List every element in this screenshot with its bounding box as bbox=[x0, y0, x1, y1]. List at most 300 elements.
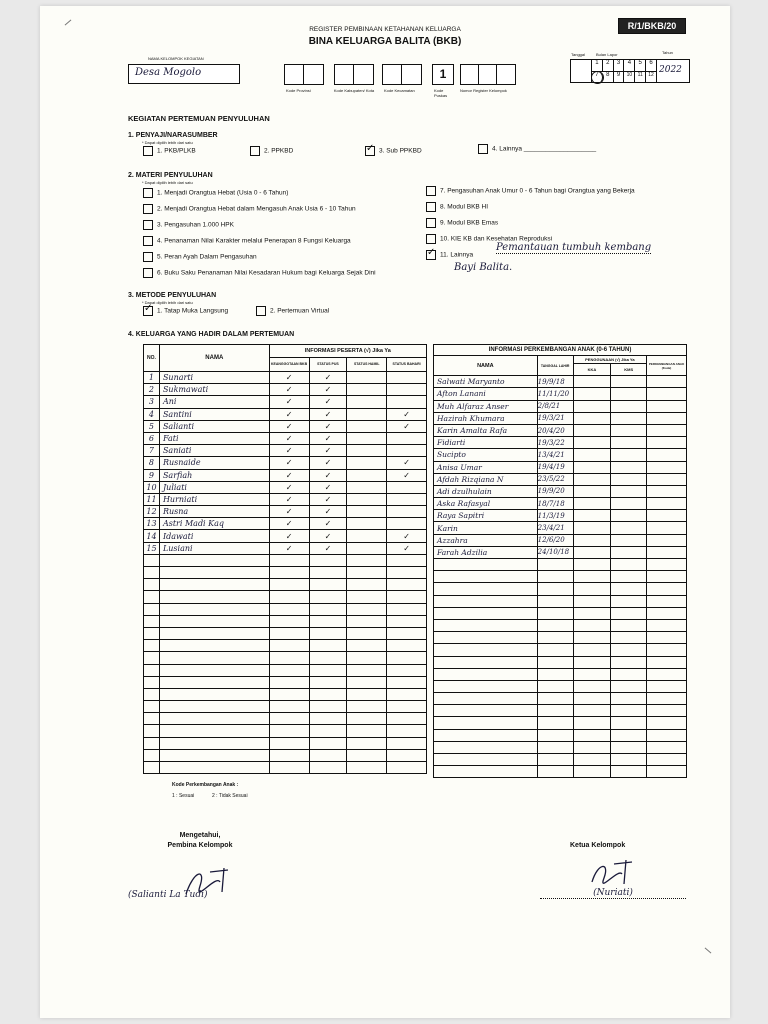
participant-check-cell[interactable] bbox=[387, 762, 427, 774]
child-dev-code-cell[interactable] bbox=[647, 583, 687, 595]
participant-check-cell[interactable] bbox=[387, 737, 427, 749]
checkbox[interactable] bbox=[426, 202, 436, 212]
child-kka-cell[interactable] bbox=[573, 693, 611, 705]
participant-no[interactable]: 14 bbox=[144, 530, 160, 542]
participant-no[interactable] bbox=[144, 664, 160, 676]
participant-check-cell[interactable]: ✓ bbox=[309, 445, 347, 457]
participant-check-cell[interactable] bbox=[347, 664, 387, 676]
child-dob[interactable]: 19/9/18 bbox=[537, 376, 573, 388]
participant-no[interactable] bbox=[144, 627, 160, 639]
child-dob[interactable]: 23/4/21 bbox=[537, 522, 573, 534]
material-option-3[interactable]: 3. Pengasuhan 1.000 HPK bbox=[143, 220, 234, 230]
child-dob[interactable] bbox=[537, 632, 573, 644]
participant-check-cell[interactable] bbox=[387, 396, 427, 408]
participant-check-cell[interactable]: ✓ bbox=[269, 432, 309, 444]
material-option-9[interactable]: 9. Modul BKB Emas bbox=[426, 218, 498, 228]
participant-no[interactable] bbox=[144, 652, 160, 664]
child-dev-code-cell[interactable] bbox=[647, 388, 687, 400]
child-dev-code-cell[interactable] bbox=[647, 680, 687, 692]
participant-no[interactable]: 13 bbox=[144, 518, 160, 530]
child-kms-cell[interactable] bbox=[611, 461, 647, 473]
material-option-10[interactable]: 10. KIE KB dan Kesehatan Reproduksi bbox=[426, 234, 552, 244]
participant-name[interactable]: Saniati bbox=[159, 445, 269, 457]
participant-check-cell[interactable] bbox=[387, 567, 427, 579]
child-dev-code-cell[interactable] bbox=[647, 717, 687, 729]
child-kms-cell[interactable] bbox=[611, 412, 647, 424]
participant-name[interactable] bbox=[159, 640, 269, 652]
child-kka-cell[interactable] bbox=[573, 376, 611, 388]
child-kka-cell[interactable] bbox=[573, 473, 611, 485]
child-name[interactable] bbox=[434, 583, 538, 595]
participant-check-cell[interactable] bbox=[387, 652, 427, 664]
child-kms-cell[interactable] bbox=[611, 754, 647, 766]
child-name[interactable] bbox=[434, 644, 538, 656]
child-kka-cell[interactable] bbox=[573, 741, 611, 753]
child-kka-cell[interactable] bbox=[573, 766, 611, 778]
participant-check-cell[interactable]: ✓ bbox=[269, 420, 309, 432]
participant-check-cell[interactable]: ✓ bbox=[269, 372, 309, 384]
child-kms-cell[interactable] bbox=[611, 510, 647, 522]
child-kms-cell[interactable] bbox=[611, 546, 647, 558]
participant-no[interactable]: 2 bbox=[144, 384, 160, 396]
child-kka-cell[interactable] bbox=[573, 522, 611, 534]
participant-name[interactable] bbox=[159, 725, 269, 737]
option-ppkbd[interactable]: 2. PPKBD bbox=[250, 146, 293, 156]
child-dev-code-cell[interactable] bbox=[647, 510, 687, 522]
participant-check-cell[interactable] bbox=[387, 640, 427, 652]
participant-name[interactable]: Sukmawati bbox=[159, 384, 269, 396]
child-dob[interactable] bbox=[537, 741, 573, 753]
material-option-4[interactable]: 4. Penanaman Nilai Karakter melalui Penerapan 8 Fungsi Keluarga bbox=[143, 236, 351, 246]
child-dob[interactable] bbox=[537, 656, 573, 668]
participant-check-cell[interactable]: ✓ bbox=[309, 372, 347, 384]
checkbox[interactable] bbox=[143, 204, 153, 214]
participant-check-cell[interactable] bbox=[387, 493, 427, 505]
option-sub-ppkbd[interactable]: ✓ 3. Sub PPKBD bbox=[365, 146, 422, 156]
participant-check-cell[interactable]: ✓ bbox=[269, 506, 309, 518]
month-cell[interactable]: 4 bbox=[624, 60, 635, 71]
participant-check-cell[interactable]: ✓ bbox=[387, 457, 427, 469]
participant-check-cell[interactable]: ✓ bbox=[309, 481, 347, 493]
method-virtual[interactable]: 2. Pertemuan Virtual bbox=[256, 306, 329, 316]
child-dev-code-cell[interactable] bbox=[647, 559, 687, 571]
participant-check-cell[interactable] bbox=[347, 542, 387, 554]
participant-name[interactable]: Sunarti bbox=[159, 372, 269, 384]
participant-check-cell[interactable] bbox=[309, 603, 347, 615]
material-option-7[interactable]: 7. Pengasuhan Anak Umur 0 - 6 Tahun bagi Orangtua yang Bekerja bbox=[426, 186, 635, 196]
material-option-1[interactable]: 1. Menjadi Orangtua Hebat (Usia 0 - 6 Tahun) bbox=[143, 188, 288, 198]
participant-check-cell[interactable] bbox=[309, 652, 347, 664]
participant-no[interactable] bbox=[144, 567, 160, 579]
child-kms-cell[interactable] bbox=[611, 668, 647, 680]
participant-check-cell[interactable]: ✓ bbox=[269, 542, 309, 554]
participant-check-cell[interactable] bbox=[347, 420, 387, 432]
participant-check-cell[interactable] bbox=[269, 627, 309, 639]
participant-name[interactable]: Rusna bbox=[159, 506, 269, 518]
participant-name[interactable] bbox=[159, 749, 269, 761]
participant-check-cell[interactable] bbox=[387, 615, 427, 627]
child-dob[interactable]: 19/3/21 bbox=[537, 412, 573, 424]
participant-check-cell[interactable] bbox=[309, 627, 347, 639]
participant-check-cell[interactable] bbox=[309, 664, 347, 676]
child-dev-code-cell[interactable] bbox=[647, 644, 687, 656]
participant-check-cell[interactable] bbox=[269, 676, 309, 688]
participant-check-cell[interactable] bbox=[347, 457, 387, 469]
child-kms-cell[interactable] bbox=[611, 656, 647, 668]
child-dev-code-cell[interactable] bbox=[647, 693, 687, 705]
child-name[interactable] bbox=[434, 656, 538, 668]
child-kms-cell[interactable] bbox=[611, 571, 647, 583]
participant-no[interactable] bbox=[144, 615, 160, 627]
child-name[interactable]: Raya Sapitri bbox=[434, 510, 538, 522]
checkbox[interactable] bbox=[426, 218, 436, 228]
child-name[interactable] bbox=[434, 705, 538, 717]
participant-no[interactable] bbox=[144, 603, 160, 615]
checkbox[interactable] bbox=[143, 188, 153, 198]
participant-check-cell[interactable] bbox=[387, 591, 427, 603]
option-other-presenter[interactable]: 4. Lainnya ____________________ bbox=[478, 144, 596, 154]
participant-check-cell[interactable] bbox=[387, 506, 427, 518]
participant-check-cell[interactable] bbox=[309, 676, 347, 688]
checkbox[interactable] bbox=[143, 252, 153, 262]
participant-check-cell[interactable]: ✓ bbox=[309, 384, 347, 396]
participant-name[interactable]: Santini bbox=[159, 408, 269, 420]
participant-name[interactable]: Sarfiah bbox=[159, 469, 269, 481]
child-name[interactable] bbox=[434, 619, 538, 631]
child-name[interactable]: Afton Lanani bbox=[434, 388, 538, 400]
child-dob[interactable]: 11/3/19 bbox=[537, 510, 573, 522]
method-face-to-face[interactable]: ✓1. Tatap Muka Langsung bbox=[143, 306, 228, 316]
child-name[interactable]: Muh Alfaraz Anser bbox=[434, 400, 538, 412]
participant-check-cell[interactable] bbox=[387, 554, 427, 566]
child-dob[interactable] bbox=[537, 729, 573, 741]
child-kms-cell[interactable] bbox=[611, 534, 647, 546]
month-cell[interactable]: 6 bbox=[649, 60, 653, 66]
participant-no[interactable]: 9 bbox=[144, 469, 160, 481]
participant-name[interactable] bbox=[159, 567, 269, 579]
child-dev-code-cell[interactable] bbox=[647, 632, 687, 644]
participant-name[interactable]: Lusiani bbox=[159, 542, 269, 554]
child-dev-code-cell[interactable] bbox=[647, 522, 687, 534]
child-dob[interactable]: 19/4/19 bbox=[537, 461, 573, 473]
child-kka-cell[interactable] bbox=[573, 619, 611, 631]
participant-no[interactable] bbox=[144, 725, 160, 737]
child-kka-cell[interactable] bbox=[573, 680, 611, 692]
child-dob[interactable]: 11/11/20 bbox=[537, 388, 573, 400]
participant-check-cell[interactable] bbox=[387, 664, 427, 676]
checkbox[interactable] bbox=[143, 220, 153, 230]
checkbox[interactable] bbox=[426, 186, 436, 196]
child-dev-code-cell[interactable] bbox=[647, 656, 687, 668]
participant-check-cell[interactable] bbox=[269, 554, 309, 566]
child-kka-cell[interactable] bbox=[573, 644, 611, 656]
child-dev-code-cell[interactable] bbox=[647, 485, 687, 497]
child-name[interactable]: Hazirah Khumara bbox=[434, 412, 538, 424]
month-cell[interactable]: 9 bbox=[614, 72, 625, 83]
participant-check-cell[interactable]: ✓ bbox=[269, 469, 309, 481]
participant-no[interactable]: 8 bbox=[144, 457, 160, 469]
child-kms-cell[interactable] bbox=[611, 437, 647, 449]
child-dev-code-cell[interactable] bbox=[647, 668, 687, 680]
participant-check-cell[interactable] bbox=[347, 372, 387, 384]
child-kka-cell[interactable] bbox=[573, 717, 611, 729]
child-kms-cell[interactable] bbox=[611, 376, 647, 388]
participant-no[interactable] bbox=[144, 701, 160, 713]
child-kka-cell[interactable] bbox=[573, 559, 611, 571]
child-dev-code-cell[interactable] bbox=[647, 619, 687, 631]
participant-no[interactable] bbox=[144, 737, 160, 749]
participant-check-cell[interactable]: ✓ bbox=[269, 530, 309, 542]
participant-name[interactable] bbox=[159, 737, 269, 749]
participant-check-cell[interactable]: ✓ bbox=[309, 469, 347, 481]
child-dev-code-cell[interactable] bbox=[647, 498, 687, 510]
child-kms-cell[interactable] bbox=[611, 644, 647, 656]
participant-check-cell[interactable] bbox=[347, 640, 387, 652]
child-kms-cell[interactable] bbox=[611, 424, 647, 436]
child-dev-code-cell[interactable] bbox=[647, 546, 687, 558]
child-kms-cell[interactable] bbox=[611, 595, 647, 607]
participant-name[interactable] bbox=[159, 554, 269, 566]
child-dev-code-cell[interactable] bbox=[647, 449, 687, 461]
participant-check-cell[interactable]: ✓ bbox=[309, 493, 347, 505]
participant-name[interactable] bbox=[159, 652, 269, 664]
participant-check-cell[interactable] bbox=[347, 396, 387, 408]
participant-check-cell[interactable] bbox=[269, 725, 309, 737]
child-kms-cell[interactable] bbox=[611, 729, 647, 741]
child-dob[interactable] bbox=[537, 607, 573, 619]
participant-check-cell[interactable] bbox=[269, 701, 309, 713]
participant-check-cell[interactable] bbox=[387, 749, 427, 761]
child-kms-cell[interactable] bbox=[611, 766, 647, 778]
participant-check-cell[interactable] bbox=[347, 493, 387, 505]
child-dob[interactable] bbox=[537, 559, 573, 571]
participant-check-cell[interactable]: ✓ bbox=[387, 542, 427, 554]
child-dev-code-cell[interactable] bbox=[647, 412, 687, 424]
child-dob[interactable] bbox=[537, 717, 573, 729]
child-kms-cell[interactable] bbox=[611, 632, 647, 644]
child-name[interactable] bbox=[434, 717, 538, 729]
participant-check-cell[interactable] bbox=[347, 445, 387, 457]
month-cell[interactable]: 5 bbox=[635, 60, 646, 71]
month-cell[interactable]: 10 bbox=[624, 72, 635, 83]
child-name[interactable] bbox=[434, 693, 538, 705]
participant-check-cell[interactable] bbox=[347, 713, 387, 725]
child-dev-code-cell[interactable] bbox=[647, 437, 687, 449]
child-kms-cell[interactable] bbox=[611, 400, 647, 412]
child-name[interactable]: Fidiarti bbox=[434, 437, 538, 449]
participant-no[interactable]: 6 bbox=[144, 432, 160, 444]
month-cell[interactable]: 1 bbox=[592, 60, 603, 71]
checkbox[interactable] bbox=[256, 306, 266, 316]
participant-name[interactable] bbox=[159, 713, 269, 725]
participant-check-cell[interactable]: ✓ bbox=[387, 530, 427, 542]
participant-check-cell[interactable] bbox=[309, 688, 347, 700]
child-dev-code-cell[interactable] bbox=[647, 461, 687, 473]
checkbox[interactable] bbox=[250, 146, 260, 156]
participant-check-cell[interactable] bbox=[387, 676, 427, 688]
participant-check-cell[interactable] bbox=[387, 518, 427, 530]
participant-check-cell[interactable] bbox=[387, 688, 427, 700]
checkbox-checked[interactable] bbox=[143, 306, 153, 316]
participant-check-cell[interactable] bbox=[347, 701, 387, 713]
participant-name[interactable]: Juliati bbox=[159, 481, 269, 493]
child-name[interactable]: Anisa Umar bbox=[434, 461, 538, 473]
month-cell[interactable]: 12 bbox=[648, 72, 654, 78]
participant-check-cell[interactable]: ✓ bbox=[269, 445, 309, 457]
child-kka-cell[interactable] bbox=[573, 400, 611, 412]
participant-check-cell[interactable] bbox=[387, 481, 427, 493]
participant-no[interactable] bbox=[144, 749, 160, 761]
child-name[interactable] bbox=[434, 571, 538, 583]
child-kka-cell[interactable] bbox=[573, 546, 611, 558]
child-kka-cell[interactable] bbox=[573, 607, 611, 619]
child-name[interactable]: Farah Adzilia bbox=[434, 546, 538, 558]
participant-check-cell[interactable] bbox=[269, 713, 309, 725]
participant-check-cell[interactable] bbox=[387, 627, 427, 639]
participant-no[interactable]: 3 bbox=[144, 396, 160, 408]
child-kms-cell[interactable] bbox=[611, 717, 647, 729]
child-name[interactable] bbox=[434, 559, 538, 571]
participant-check-cell[interactable] bbox=[387, 701, 427, 713]
participant-no[interactable] bbox=[144, 640, 160, 652]
child-dev-code-cell[interactable] bbox=[647, 766, 687, 778]
child-kka-cell[interactable] bbox=[573, 424, 611, 436]
participant-name[interactable] bbox=[159, 676, 269, 688]
child-dob[interactable]: 24/10/18 bbox=[537, 546, 573, 558]
participant-name[interactable] bbox=[159, 688, 269, 700]
child-kms-cell[interactable] bbox=[611, 498, 647, 510]
child-kms-cell[interactable] bbox=[611, 583, 647, 595]
child-name[interactable]: Salwati Maryanto bbox=[434, 376, 538, 388]
participant-no[interactable] bbox=[144, 676, 160, 688]
child-kka-cell[interactable] bbox=[573, 498, 611, 510]
participant-no[interactable]: 10 bbox=[144, 481, 160, 493]
participant-name[interactable] bbox=[159, 591, 269, 603]
participant-check-cell[interactable] bbox=[309, 762, 347, 774]
child-dob[interactable]: 19/3/22 bbox=[537, 437, 573, 449]
participant-check-cell[interactable] bbox=[269, 737, 309, 749]
checkbox[interactable] bbox=[143, 146, 153, 156]
participant-check-cell[interactable] bbox=[347, 518, 387, 530]
child-dob[interactable]: 18/7/18 bbox=[537, 498, 573, 510]
participant-check-cell[interactable]: ✓ bbox=[269, 481, 309, 493]
participant-check-cell[interactable] bbox=[269, 615, 309, 627]
child-dob[interactable] bbox=[537, 571, 573, 583]
participant-no[interactable] bbox=[144, 591, 160, 603]
participant-check-cell[interactable] bbox=[347, 408, 387, 420]
participant-no[interactable]: 12 bbox=[144, 506, 160, 518]
participant-check-cell[interactable] bbox=[387, 384, 427, 396]
participant-name[interactable]: Astri Madi Kaq bbox=[159, 518, 269, 530]
participant-check-cell[interactable] bbox=[387, 445, 427, 457]
child-kka-cell[interactable] bbox=[573, 510, 611, 522]
participant-check-cell[interactable] bbox=[269, 567, 309, 579]
child-dev-code-cell[interactable] bbox=[647, 705, 687, 717]
participant-check-cell[interactable] bbox=[387, 432, 427, 444]
month-cell-selected[interactable]: 7 bbox=[592, 72, 603, 83]
child-kka-cell[interactable] bbox=[573, 449, 611, 461]
participant-check-cell[interactable]: ✓ bbox=[269, 408, 309, 420]
participant-name[interactable]: Ani bbox=[159, 396, 269, 408]
child-kms-cell[interactable] bbox=[611, 705, 647, 717]
child-name[interactable]: Aska Rafasyal bbox=[434, 498, 538, 510]
participant-check-cell[interactable] bbox=[309, 737, 347, 749]
child-kms-cell[interactable] bbox=[611, 607, 647, 619]
child-kms-cell[interactable] bbox=[611, 619, 647, 631]
participant-no[interactable] bbox=[144, 688, 160, 700]
child-name[interactable]: Azzahra bbox=[434, 534, 538, 546]
participant-check-cell[interactable]: ✓ bbox=[309, 530, 347, 542]
participant-check-cell[interactable] bbox=[347, 603, 387, 615]
participant-check-cell[interactable] bbox=[347, 579, 387, 591]
child-dob[interactable]: 20/4/20 bbox=[537, 424, 573, 436]
participant-check-cell[interactable] bbox=[269, 603, 309, 615]
child-dob[interactable] bbox=[537, 766, 573, 778]
participant-check-cell[interactable] bbox=[269, 749, 309, 761]
participant-check-cell[interactable] bbox=[347, 554, 387, 566]
checkbox-checked[interactable] bbox=[426, 250, 436, 260]
participant-name[interactable] bbox=[159, 579, 269, 591]
child-dev-code-cell[interactable] bbox=[647, 571, 687, 583]
child-dob[interactable] bbox=[537, 754, 573, 766]
participant-name[interactable]: Fati bbox=[159, 432, 269, 444]
child-dob[interactable] bbox=[537, 644, 573, 656]
participant-check-cell[interactable] bbox=[309, 713, 347, 725]
child-dev-code-cell[interactable] bbox=[647, 376, 687, 388]
child-dev-code-cell[interactable] bbox=[647, 595, 687, 607]
child-kka-cell[interactable] bbox=[573, 668, 611, 680]
child-kka-cell[interactable] bbox=[573, 485, 611, 497]
child-dob[interactable] bbox=[537, 705, 573, 717]
participant-check-cell[interactable] bbox=[347, 652, 387, 664]
child-kka-cell[interactable] bbox=[573, 632, 611, 644]
participant-check-cell[interactable] bbox=[347, 469, 387, 481]
material-option-11[interactable]: ✓11. Lainnya bbox=[426, 250, 473, 260]
child-kka-cell[interactable] bbox=[573, 656, 611, 668]
participant-check-cell[interactable] bbox=[309, 701, 347, 713]
participant-check-cell[interactable] bbox=[269, 652, 309, 664]
child-dev-code-cell[interactable] bbox=[647, 607, 687, 619]
child-name[interactable] bbox=[434, 754, 538, 766]
child-kka-cell[interactable] bbox=[573, 534, 611, 546]
material-option-6[interactable]: 6. Buku Saku Penanaman Nilai Kesadaran Hukum bagi Keluarga Sejak Dini bbox=[143, 268, 376, 278]
child-dob[interactable] bbox=[537, 668, 573, 680]
participant-check-cell[interactable]: ✓ bbox=[269, 457, 309, 469]
participant-name[interactable]: Rusnaide bbox=[159, 457, 269, 469]
child-dev-code-cell[interactable] bbox=[647, 741, 687, 753]
child-kka-cell[interactable] bbox=[573, 437, 611, 449]
participant-check-cell[interactable] bbox=[347, 725, 387, 737]
participant-no[interactable]: 1 bbox=[144, 372, 160, 384]
child-name[interactable] bbox=[434, 766, 538, 778]
child-kka-cell[interactable] bbox=[573, 412, 611, 424]
participant-check-cell[interactable]: ✓ bbox=[387, 408, 427, 420]
participant-check-cell[interactable] bbox=[347, 737, 387, 749]
participant-check-cell[interactable]: ✓ bbox=[269, 518, 309, 530]
child-kms-cell[interactable] bbox=[611, 522, 647, 534]
participant-check-cell[interactable]: ✓ bbox=[309, 518, 347, 530]
participant-check-cell[interactable] bbox=[347, 749, 387, 761]
participant-check-cell[interactable] bbox=[269, 591, 309, 603]
participant-check-cell[interactable]: ✓ bbox=[309, 396, 347, 408]
child-kka-cell[interactable] bbox=[573, 571, 611, 583]
checkbox[interactable] bbox=[143, 236, 153, 246]
participant-check-cell[interactable]: ✓ bbox=[309, 542, 347, 554]
participant-check-cell[interactable] bbox=[269, 688, 309, 700]
checkbox[interactable] bbox=[478, 144, 488, 154]
participant-check-cell[interactable] bbox=[309, 725, 347, 737]
child-dob[interactable] bbox=[537, 619, 573, 631]
